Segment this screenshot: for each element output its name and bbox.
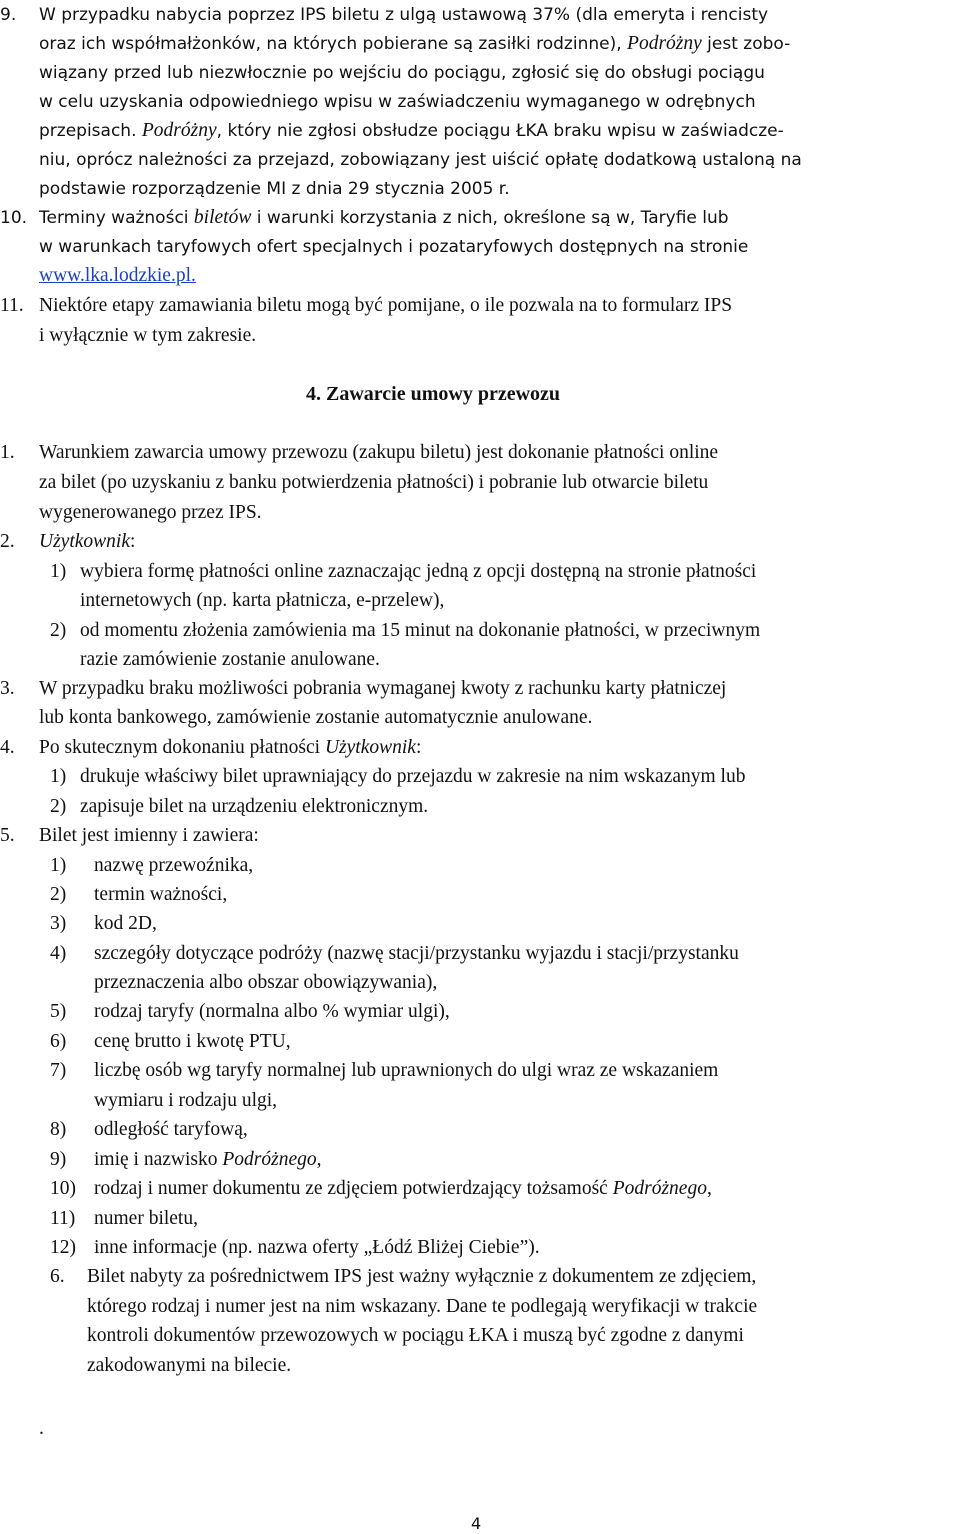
sub-item-number: 3) (50, 913, 67, 934)
paragraph-line: kontroli dokumentów przewozowych w pociągu ŁKA i muszą być zgodne z danymi (87, 1325, 744, 1346)
item-number: 11. (0, 295, 24, 316)
sub-item-number: 11) (50, 1208, 76, 1229)
term-podroznego: Podróżnego (612, 1178, 707, 1199)
paragraph-line: od momentu złożenia zamówienia ma 15 minut na dokonanie płatności, w przeciwnym (80, 620, 761, 641)
paragraph-line: zapisuje bilet na urządzeniu elektronicznym. (80, 796, 429, 817)
item-number: 5. (0, 825, 15, 846)
paragraph-line: W przypadku nabycia poprzez IPS biletu z ulgą ustawową 37% (dla emeryta i rencisty (39, 5, 769, 25)
sub-item-number: 12) (50, 1237, 76, 1258)
list-item: nazwę przewoźnika, (94, 855, 254, 876)
sub-item-number: 2) (50, 884, 67, 905)
trailing-dot: . (39, 1418, 44, 1439)
paragraph-line: Po skutecznym dokonaniu płatności Użytkownik: (39, 737, 422, 758)
item-number: 10. (0, 208, 28, 228)
page-number: 4 (471, 1514, 482, 1533)
paragraph-line: wiązany przed lub niezwłocznie po wejściu do pociągu, zgłosić się do obsługi pociągu (39, 63, 765, 83)
paragraph-line: w celu uzyskania odpowiedniego wpisu w zaświadczeniu wymaganego w odrębnych (39, 92, 756, 112)
sub-item-number: 7) (50, 1060, 67, 1081)
term-uzytkownik: Użytkownik (39, 531, 130, 552)
paragraph-line: Warunkiem zawarcia umowy przewozu (zakupu biletu) jest dokonanie płatności online (39, 442, 719, 463)
list-item: inne informacje (np. nazwa oferty „Łódź Bliżej Ciebie”). (94, 1237, 540, 1258)
list-item: odległość taryfową, (94, 1119, 248, 1140)
item-number: 9. (0, 5, 17, 25)
list-item: cenę brutto i kwotę PTU, (94, 1031, 291, 1052)
sub-item-number: 1) (50, 561, 67, 582)
item-number: 6. (50, 1266, 65, 1287)
website-link[interactable]: www.lka.lodzkie.pl. (39, 265, 196, 286)
paragraph-line: internetowych (np. karta płatnicza, e-przelew), (80, 590, 445, 611)
list-item: przeznaczenia albo obszar obowiązywania), (94, 972, 438, 993)
paragraph-line: zakodowanymi na bilecie. (87, 1355, 292, 1376)
paragraph-line: Terminy ważności biletów i warunki korzystania z nich, określone są w, Taryfie lub (39, 207, 729, 228)
term-biletow: biletów (193, 207, 252, 228)
sub-item-number: 9) (50, 1149, 67, 1170)
list-item: liczbę osób wg taryfy normalnej lub uprawnionych do ulgi wraz ze wskazaniem (94, 1060, 719, 1081)
section-heading (306, 383, 560, 405)
term-podrozny: Podróżny (141, 120, 217, 141)
paragraph-line: za bilet (po uzyskaniu z banku potwierdzenia płatności) i pobranie lub otwarcie biletu (39, 472, 709, 493)
list-item: numer biletu, (94, 1208, 198, 1229)
paragraph-line: niu, oprócz należności za przejazd, zobowiązany jest uiścić opłatę dodatkową ustaloną na (39, 150, 802, 170)
term-podrozny: Podróżny (627, 33, 702, 54)
sub-item-number: 8) (50, 1119, 67, 1140)
paragraph-line: Bilet nabyty za pośrednictwem IPS jest ważny wyłącznie z dokumentem ze zdjęciem, (87, 1266, 757, 1287)
section-number: 4. (306, 383, 321, 405)
list-item: rodzaj taryfy (normalna albo % wymiar ulgi), (94, 1001, 450, 1022)
item-number: 2. (0, 531, 15, 552)
paragraph-line: Bilet jest imienny i zawiera: (39, 825, 259, 846)
paragraph-line: oraz ich współmałżonków, na których pobierane są zasiłki rodzinne), Podróżny jest zobo- (39, 33, 791, 54)
paragraph-line: Użytkownik: (39, 531, 136, 552)
paragraph-line: W przypadku braku możliwości pobrania wymaganej kwoty z rachunku karty płatniczej (39, 678, 727, 699)
paragraph-line: przepisach. Podróżny, który nie zgłosi obsłudze pociągu ŁKA braku wpisu w zaświadcze- (39, 120, 784, 141)
sub-item-number: 1) (50, 855, 67, 876)
paragraph-line: wygenerowanego przez IPS. (39, 502, 262, 523)
item-number: 4. (0, 737, 15, 758)
list-item: szczegóły dotyczące podróży (nazwę stacji/przystanku wyjazdu i stacji/przystanku (94, 943, 739, 964)
sub-item-number: 1) (50, 766, 67, 787)
list-item: imię i nazwisko Podróżnego, (94, 1149, 322, 1170)
sub-item-number: 5) (50, 1001, 67, 1022)
list-item: wymiaru i rodzaju ulgi, (94, 1090, 278, 1111)
term-uzytkownik: Użytkownik (324, 737, 416, 758)
list-item: kod 2D, (94, 913, 157, 934)
item-number: 1. (0, 442, 15, 463)
paragraph-line: wybiera formę płatności online zaznaczając jedną z opcji dostępną na stronie płatności (80, 561, 757, 582)
sub-item-number: 6) (50, 1031, 67, 1052)
item-number: 3. (0, 678, 15, 699)
paragraph-line: którego rodzaj i numer jest na nim wskazany. Dane te podlegają weryfikacji w trakcie (87, 1296, 758, 1317)
sub-item-number: 2) (50, 620, 67, 641)
paragraph-line: razie zamówienie zostanie anulowane. (80, 649, 380, 670)
sub-item-number: 4) (50, 943, 67, 964)
paragraph-line: Niektóre etapy zamawiania biletu mogą być pomijane, o ile pozwala na to formularz IPS (39, 295, 733, 316)
list-item: rodzaj i numer dokumentu ze zdjęciem potwierdzający tożsamość Podróżnego, (94, 1178, 712, 1199)
paragraph-line: podstawie rozporządzenie MI z dnia 29 stycznia 2005 r. (39, 179, 510, 199)
paragraph-line: w warunkach taryfowych ofert specjalnych i pozataryfowych dostępnych na stronie (39, 237, 749, 257)
sub-item-number: 2) (50, 796, 67, 817)
term-podroznego: Podróżnego (222, 1149, 317, 1170)
list-item: termin ważności, (94, 884, 228, 905)
sub-item-number: 10) (50, 1178, 76, 1199)
paragraph-line: i wyłącznie w tym zakresie. (39, 325, 257, 346)
paragraph-line: drukuje właściwy bilet uprawniający do przejazdu w zakresie na nim wskazanym lub (80, 766, 746, 787)
paragraph-line: lub konta bankowego, zamówienie zostanie automatycznie anulowane. (39, 707, 593, 728)
section-title: Zawarcie umowy przewozu (326, 383, 561, 405)
